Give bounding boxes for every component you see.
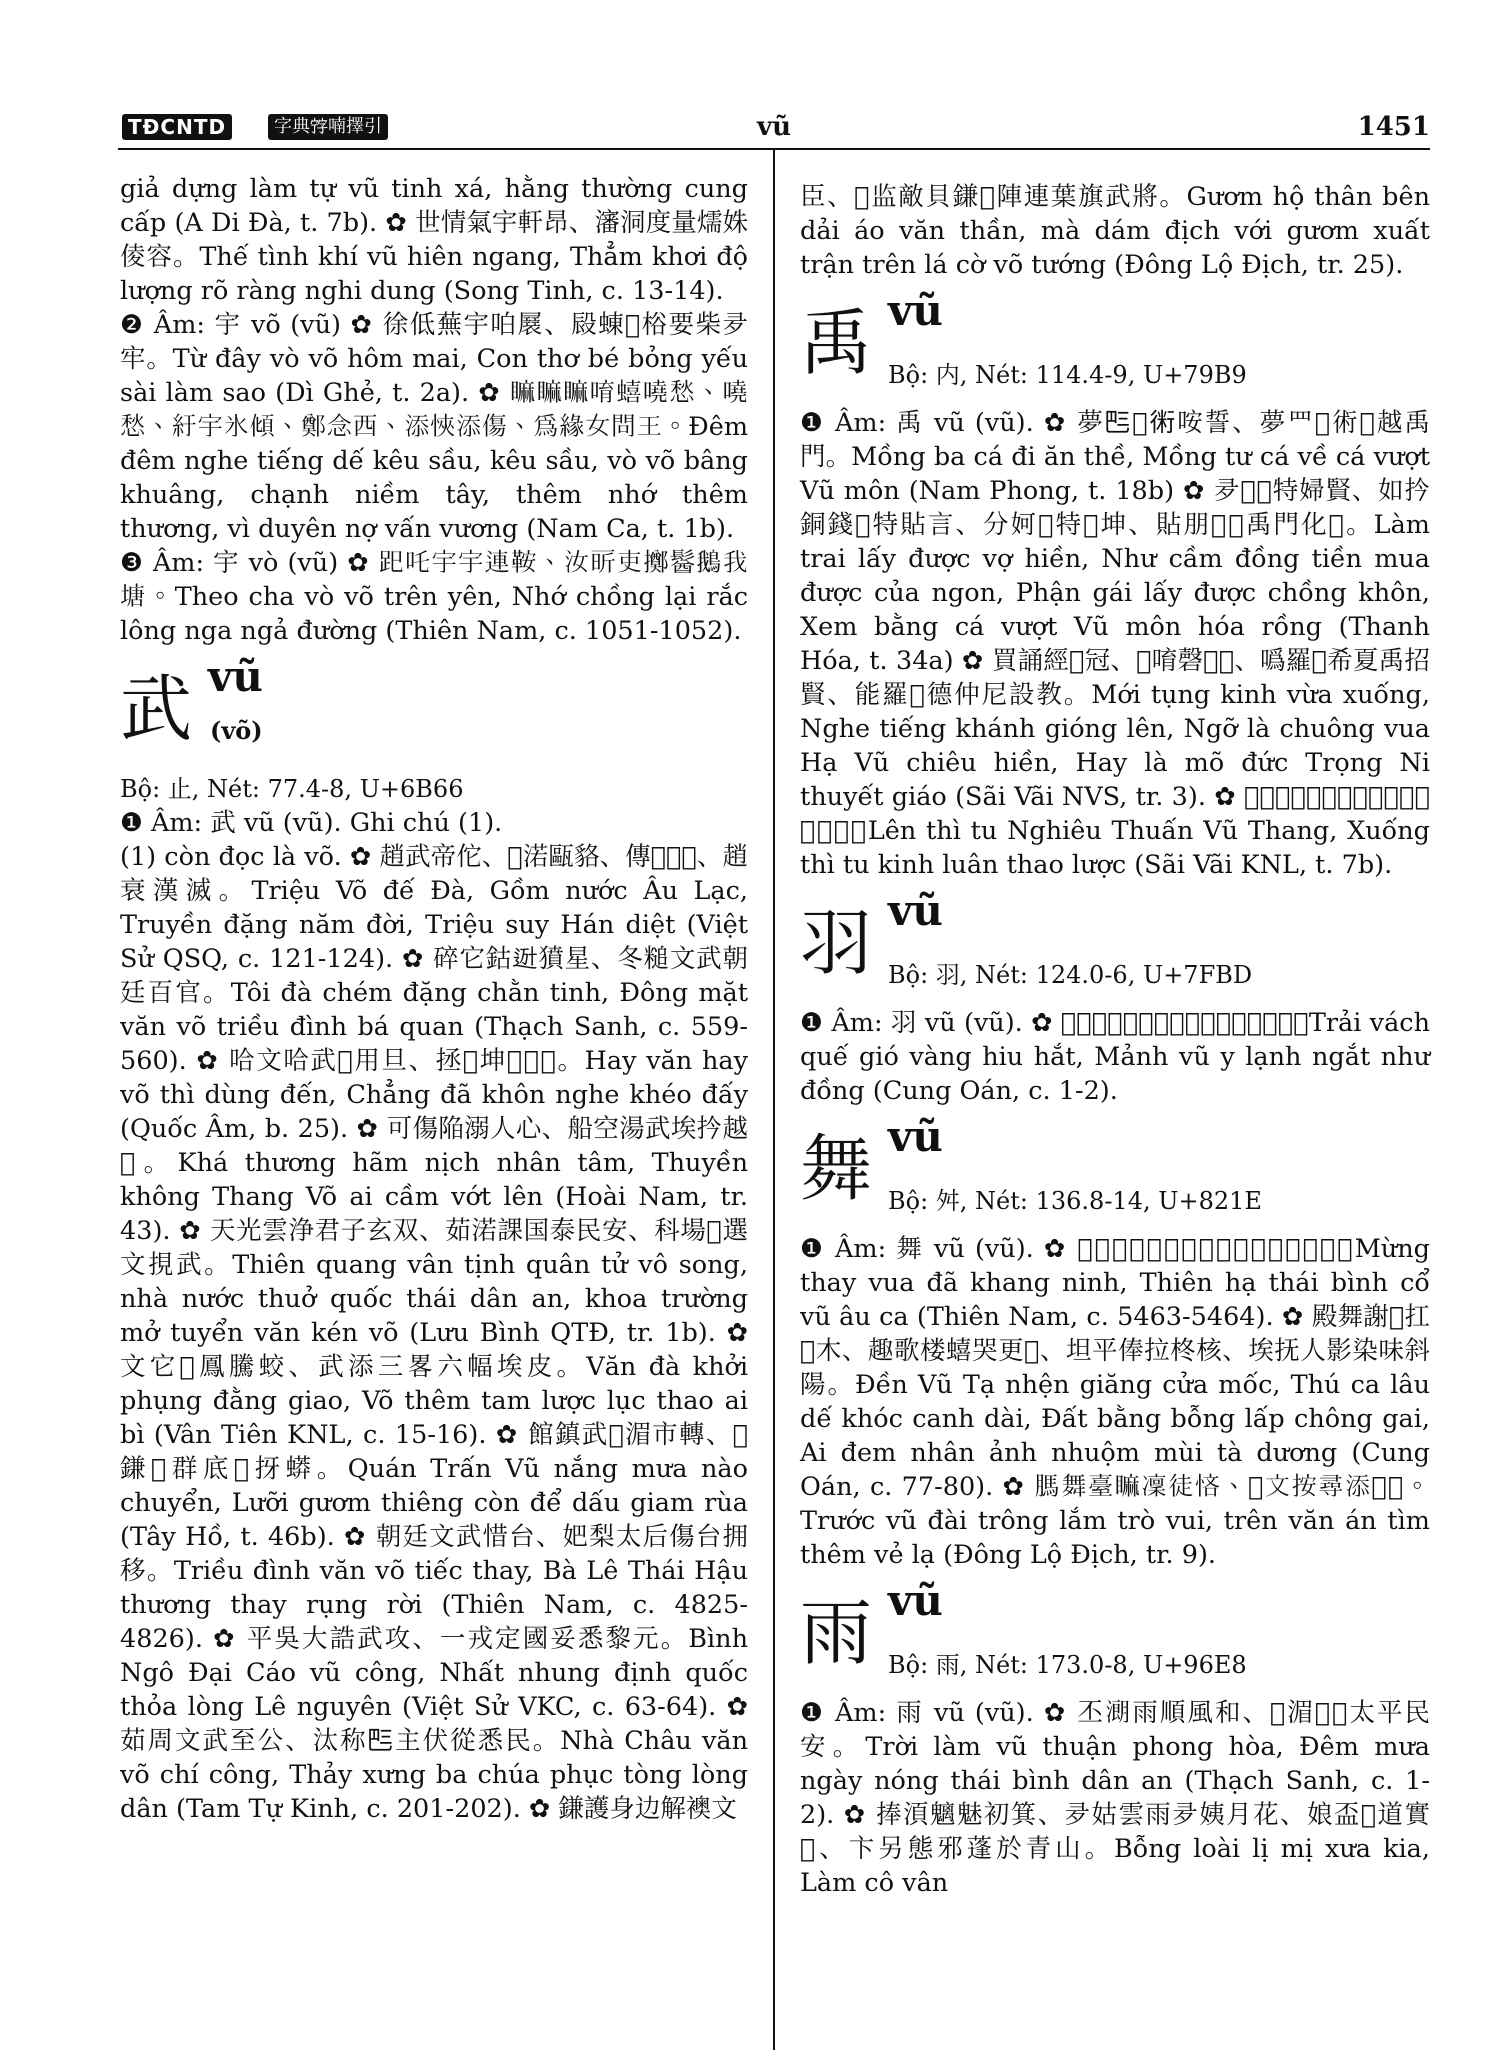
entry-vu-dance bbox=[800, 1112, 1430, 1572]
entry-heading bbox=[800, 286, 1430, 406]
reading-3-paragraph: ❸ Âm: 宇 vò (vũ) ✿ 𧿆吒宇宇連鞍、汝㪽吏擲𩮈鵝我塘。Theo cha vò võ trên yên, Nhớ chồng lại rắc lông nga ngả đường (Thiên Nam, c. 1051-1052). bbox=[120, 548, 748, 646]
page-number: 1451 bbox=[1357, 112, 1430, 142]
column-divider bbox=[773, 150, 775, 2050]
entry-heading bbox=[800, 1112, 1430, 1232]
entry-heading bbox=[800, 1576, 1430, 1696]
running-head-word: vũ bbox=[756, 112, 791, 142]
reading-2-paragraph: ❷ Âm: 宇 võ (vũ) ✿ 徐低蕪宇㕷㞡、㲀蝀𠂶㭲要柴夛牢。Từ đây vò võ hôm mai, Con thơ bé bỏng yếu sài làm sao (Dì Ghẻ, t. 2a). ✿ 𥊚𥊚𥊚唷蟢嘵愁、嘵愁、紆宇氷傾、鄭念西、添悏添傷、為緣女問王。Đêm đêm nghe tiếng dế kêu sầu, kêu sầu, vò võ bâng khuâng, chạnh niềm tây, thêm nhớ thêm thương, vì duyên nợ vấn vương (Nam Ca, t. 1b). bbox=[120, 310, 748, 544]
entry-vu-feather bbox=[800, 886, 1430, 1108]
publisher-logo: TĐCNTD bbox=[122, 114, 232, 140]
entry-body: ❶ Âm: 羽 vũ (vũ). ✿ 𢬣壁桂𩂀鑕𩈘訖、𤄶羽衣冷汔如銅。Trải vách quế gió vàng hiu hắt, Mảnh vũ y lạnh ngắt như đồng (Cung Oán, c. 1-2). bbox=[800, 1008, 1430, 1106]
entry-word: vũ bbox=[888, 286, 943, 335]
continued-paragraph: 臣、𢴑监敵貝鎌𡧲陣連葉旗武將。Gươm hộ thân bên dải áo văn thần, mà dám địch với gươm xuất trận trên lá cờ võ tướng (Đông Lộ Địch, tr. 25). bbox=[800, 182, 1430, 280]
entry-vu-yu bbox=[800, 286, 1430, 882]
left-column bbox=[120, 172, 748, 1826]
entry-body: ❶ Âm: 禹 vũ (vũ). ✿ 夢𠀧𠂶𧗱咹誓、夢罒𠂶術𠂶越禹門。Mồng ba cá đi ăn thề, Mồng tư cá về cá vượt Vũ môn (Nam Phong, t. 18b) ✿ 夛𦓿𥙩特婦賢、如扲銅錢𧷸特貼言、分妸𥙩特𪝬坤、貼朋𠂶𧼋禹門化𧍰。Làm trai lấy được vợ hiền, Như cầm đồng tiền mua được của ngon, Phận gái lấy được chồng khôn, Xem bằng cá vượt Vũ môn hóa rồng (Thanh Hóa, t. 34a) ✿ 買誦經𧷺冠、𥊚唷磬𢹣𨖲、噅羅𠂵希夏禹招賢、能羅𠤆德仲尼設教。Mới tụng kinh vừa xuống, Nghe tiếng khánh gióng lên, Ngỡ là chuông vua Hạ Vũ chiêu hiền, Hay là mõ đức Trọng Ni thuyết giáo (Sãi Vãi NVS, tr. 3). ✿ 𨖲時修堯舜禹湯、冠時修經綸韜畧。Lên thì tu Nghiêu Thuấn Vũ Thang, Xuống thì tu kinh luân thao lược (Sãi Vãi KNL, t. 7b). bbox=[800, 408, 1430, 880]
entry-character: 雨 bbox=[800, 1591, 873, 1675]
radical-info: Bộ: 内, Nét: 114.4-9, U+79B9 bbox=[888, 361, 1247, 389]
entry-vu-rain bbox=[800, 1576, 1430, 1900]
page-header bbox=[118, 108, 1430, 150]
entry-word: vũ bbox=[888, 886, 943, 935]
entry-character: 羽 bbox=[800, 901, 873, 985]
entry-word: vũ bbox=[888, 1112, 943, 1161]
entry-character: 舞 bbox=[800, 1127, 873, 1211]
radical-info: Bộ: 雨, Nét: 173.0-8, U+96E8 bbox=[888, 1651, 1247, 1679]
entry-heading bbox=[800, 886, 1430, 1006]
entry-word: vũ bbox=[208, 652, 263, 701]
entry-character: 禹 bbox=[800, 301, 873, 385]
entry-body: ❶ Âm: 舞 vũ (vũ). ✿ 𢝙台希𠱊康寧、天下太平鼓舞謳歌。Mừng thay vua đã khang ninh, Thiên hạ thái bình cổ vũ âu ca (Thiên Nam, c. 5463-5464). ✿ 殿舞謝𧋆扛𦊚木、趣歌楼蟢哭更𨱽、坦平俸拉柊核、埃抚人影染味斜陽。Đền Vũ Tạ nhện giăng cửa mốc, Thú ca lâu dế khóc canh dài, Đất bằng bỗng lấp chông gai, Ai đem nhân ảnh nhuộm mùi tà dương (Cung Oán, c. 77-80). ✿ 𦟐舞臺𥊚凜徒悋、𨖲文按尋添𨓡𦏓。Trước vũ đài trông lắm trò vui, trên văn án tìm thêm vẻ lạ (Đông Lộ Địch, tr. 9). bbox=[800, 1234, 1430, 1570]
reading-1-label: ❶ Âm: 武 vũ (vũ). Ghi chú (1). bbox=[120, 808, 503, 838]
dictionary-logo: 字典𡨸喃擇引 bbox=[268, 114, 388, 140]
radical-info: Bộ: 羽, Nét: 124.0-6, U+7FBD bbox=[888, 961, 1253, 989]
entry-vo bbox=[120, 652, 748, 1826]
right-column bbox=[800, 180, 1430, 1900]
radical-info: Bộ: 止, Nét: 77.4-8, U+6B66 bbox=[120, 775, 464, 803]
entry-heading bbox=[120, 652, 748, 772]
entry-body: ❶ Âm: 雨 vũ (vũ). ✿ 丕𣼽雨順風和、𠸗湄𡗶𤈜太平民安。Trời làm vũ thuận phong hòa, Đêm mưa ngày nóng thái bình dân an (Thạch Sanh, c. 1-2). ✿ 捧湏魑魅初箕、夛姑雲雨夛姨月花、娘盃𠅍道實𦖻、卞另態邪蓬於青山。Bỗng loài lị mị xưa kia, Làm cô vân bbox=[800, 1698, 1430, 1898]
radical-info: Bộ: 舛, Nét: 136.8-14, U+821E bbox=[888, 1187, 1262, 1215]
entry-word: vũ bbox=[888, 1576, 943, 1625]
entry-character: 武 bbox=[120, 667, 193, 751]
entry-alt-reading: (võ) bbox=[210, 716, 263, 745]
entry-body: (1) còn đọc là võ. ✿ 趙武帝佗、𨆝渃甌貉、傳𠬠𢁋𦵚、趙衰漢滅。Triệu Võ đế Đà, Gồm nước Âu Lạc, Truyền đặng năm đời, Triệu suy Hán diệt (Việt Sử QSQ, c. 121-124). ✿ 碎它鈷𨒒獖星、冬䊚文武朝廷百官。Tôi đà chém đặng chằn tinh, Đông mặt văn võ triều đình bá quan (Thạch Sanh, c. 559-560). ✿ 哈文哈武𠹾用旦、拯𠱊坤𥊚𡮍𡮈。Hay văn hay võ thì dùng đến, Chẳng đã khôn nghe khéo đấy (Quốc Âm, b. 25). ✿ 可傷陥溺人心、船空湯武埃扲越𨖲。Khá thương hãm nịch nhân tâm, Thuyền không Thang Võ ai cầm vớt lên (Hoài Nam, tr. 43). ✿ 天光雲浄君子玄双、茹渃課国泰民安、科場𢴏選文挸武。Thiên quang vân tịnh quân tử vô song, nhà nước thuở quốc thái dân an, khoa trường mở tuyển văn kén võ (Lưu Bình QTĐ, tr. 1b). ✿ 文它𧼌鳳騰蛟、武添三畧六幅埃皮。Văn đà khởi phụng đằng giao, Võ thêm tam lược lục thao ai bì (Vân Tiên KNL, c. 15-16). ✿ 館鎮武𤈜湄市轉、𦀼鎌𡏧群底𨀈㧎蟒。Quán Trấn Vũ nắng mưa nào chuyển, Lưỡi gươm thiêng còn để dấu giam rùa (Tây Hồ, t. 46b). ✿ 朝廷文武惜台、妑梨太后傷台拥移。Triều đình văn võ tiếc thay, Bà Lê Thái Hậu thương thay rụng rời (Thiên Nam, c. 4825-4826). ✿ 平吳大誥武攻、一戎定國妥悉黎元。Bình Ngô Đại Cáo vũ công, Nhất nhung định quốc thỏa lòng Lê nguyên (Việt Sử VKC, c. 63-64). ✿ 茹周文武至公、汰称𠀧主伏從悉民。Nhà Châu văn võ chí công, Thảy xưng ba chúa phục tòng lòng dân (Tam Tự Kinh, c. 201-202). ✿ 鎌護身边解襖文 bbox=[120, 842, 748, 1824]
continued-paragraph: giả dựng làm tự vũ tinh xá, hằng thường cung cấp (A Di Đà, t. 7b). ✿ 世情氣宇軒昂、瀋洞度量燸姝倰容。Thế tình khí vũ hiên ngang, Thẳm khơi độ lượng rõ ràng nghi dung (Song Tinh, c. 13-14). bbox=[120, 174, 748, 306]
